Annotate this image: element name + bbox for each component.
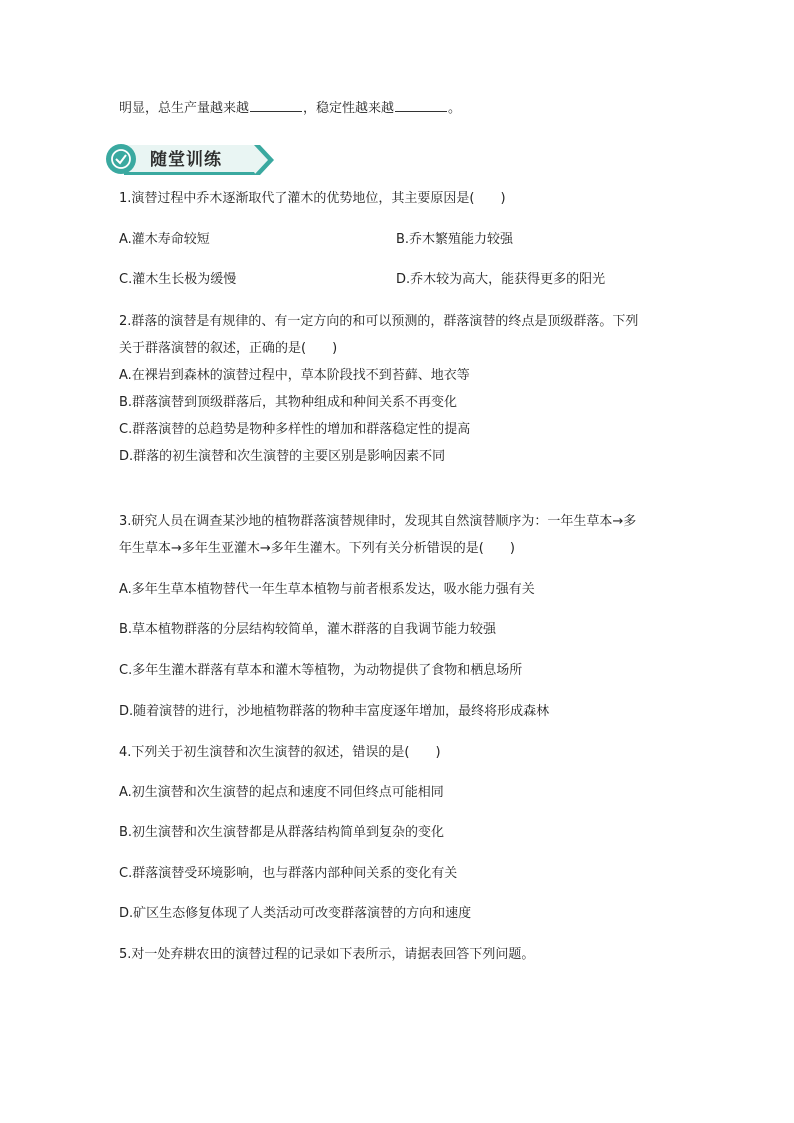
question-2-stem-line-1: 2.群落的演替是有规律的、有一定方向的和可以预测的，群落演替的终点是顶级群落。下列 bbox=[119, 314, 639, 329]
question-4-stem: 4.下列关于初生演替和次生演替的叙述，错误的是( ) bbox=[119, 745, 441, 760]
intro-sentence bbox=[119, 98, 461, 118]
question-1-option-a[interactable]: A.灌木寿命较短 bbox=[119, 232, 210, 247]
question-3-option-d[interactable]: D.随着演替的进行，沙地植物群落的物种丰富度逐年增加，最终将形成森林 bbox=[119, 704, 550, 719]
intro-text-1: 明显，总生产量越来越 bbox=[119, 101, 250, 116]
question-3-option-c[interactable]: C.多年生灌木群落有草本和灌木等植物，为动物提供了食物和栖息场所 bbox=[119, 663, 523, 678]
question-2-option-c[interactable]: C.群落演替的总趋势是物种多样性的增加和群落稳定性的提高 bbox=[119, 422, 471, 437]
section-banner bbox=[104, 141, 274, 179]
question-3-option-a[interactable]: A.多年生草本植物替代一年生草本植物与前者根系发达，吸水能力强有关 bbox=[119, 582, 535, 597]
fill-blank-1[interactable] bbox=[250, 98, 302, 112]
question-3-stem-line-2: 年生草本→多年生亚灌木→多年生灌木。下列有关分析错误的是( ) bbox=[119, 541, 515, 556]
intro-text-2: ，稳定性越来越 bbox=[303, 101, 395, 116]
question-2-option-b[interactable]: B.群落演替到顶级群落后，其物种组成和种间关系不再变化 bbox=[119, 395, 458, 410]
question-2-option-d[interactable]: D.群落的初生演替和次生演替的主要区别是影响因素不同 bbox=[119, 449, 446, 464]
question-5-stem: 5.对一处弃耕农田的演替过程的记录如下表所示，请据表回答下列问题。 bbox=[119, 947, 535, 962]
question-4-option-c[interactable]: C.群落演替受环境影响，也与群落内部种间关系的变化有关 bbox=[119, 866, 458, 881]
check-circle-icon bbox=[106, 144, 136, 174]
question-4-option-b[interactable]: B.初生演替和次生演替都是从群落结构简单到复杂的变化 bbox=[119, 825, 445, 840]
question-1-option-b[interactable]: B.乔木繁殖能力较强 bbox=[396, 232, 514, 247]
question-3-stem-line-1: 3.研究人员在调查某沙地的植物群落演替规律时，发现其自然演替顺序为：一年生草本→多 bbox=[119, 514, 637, 529]
question-3-option-b[interactable]: B.草本植物群落的分层结构较简单，灌木群落的自我调节能力较强 bbox=[119, 622, 497, 637]
intro-text-3: 。 bbox=[448, 101, 462, 116]
question-1-option-d[interactable]: D.乔木较为高大，能获得更多的阳光 bbox=[396, 272, 606, 287]
fill-blank-2[interactable] bbox=[395, 98, 447, 112]
question-2-stem-line-2: 关于群落演替的叙述，正确的是( ) bbox=[119, 341, 338, 356]
question-2-option-a[interactable]: A.在裸岩到森林的演替过程中，草本阶段找不到苔藓、地衣等 bbox=[119, 368, 470, 383]
question-4-option-a[interactable]: A.初生演替和次生演替的起点和速度不同但终点可能相同 bbox=[119, 785, 444, 800]
question-1-option-c[interactable]: C.灌木生长极为缓慢 bbox=[119, 272, 237, 287]
question-1-stem: 1.演替过程中乔木逐渐取代了灌木的优势地位，其主要原因是( ) bbox=[119, 191, 506, 206]
question-4-option-d[interactable]: D.矿区生态修复体现了人类活动可改变群落演替的方向和速度 bbox=[119, 906, 472, 921]
section-title: 随堂训练 bbox=[150, 150, 222, 170]
